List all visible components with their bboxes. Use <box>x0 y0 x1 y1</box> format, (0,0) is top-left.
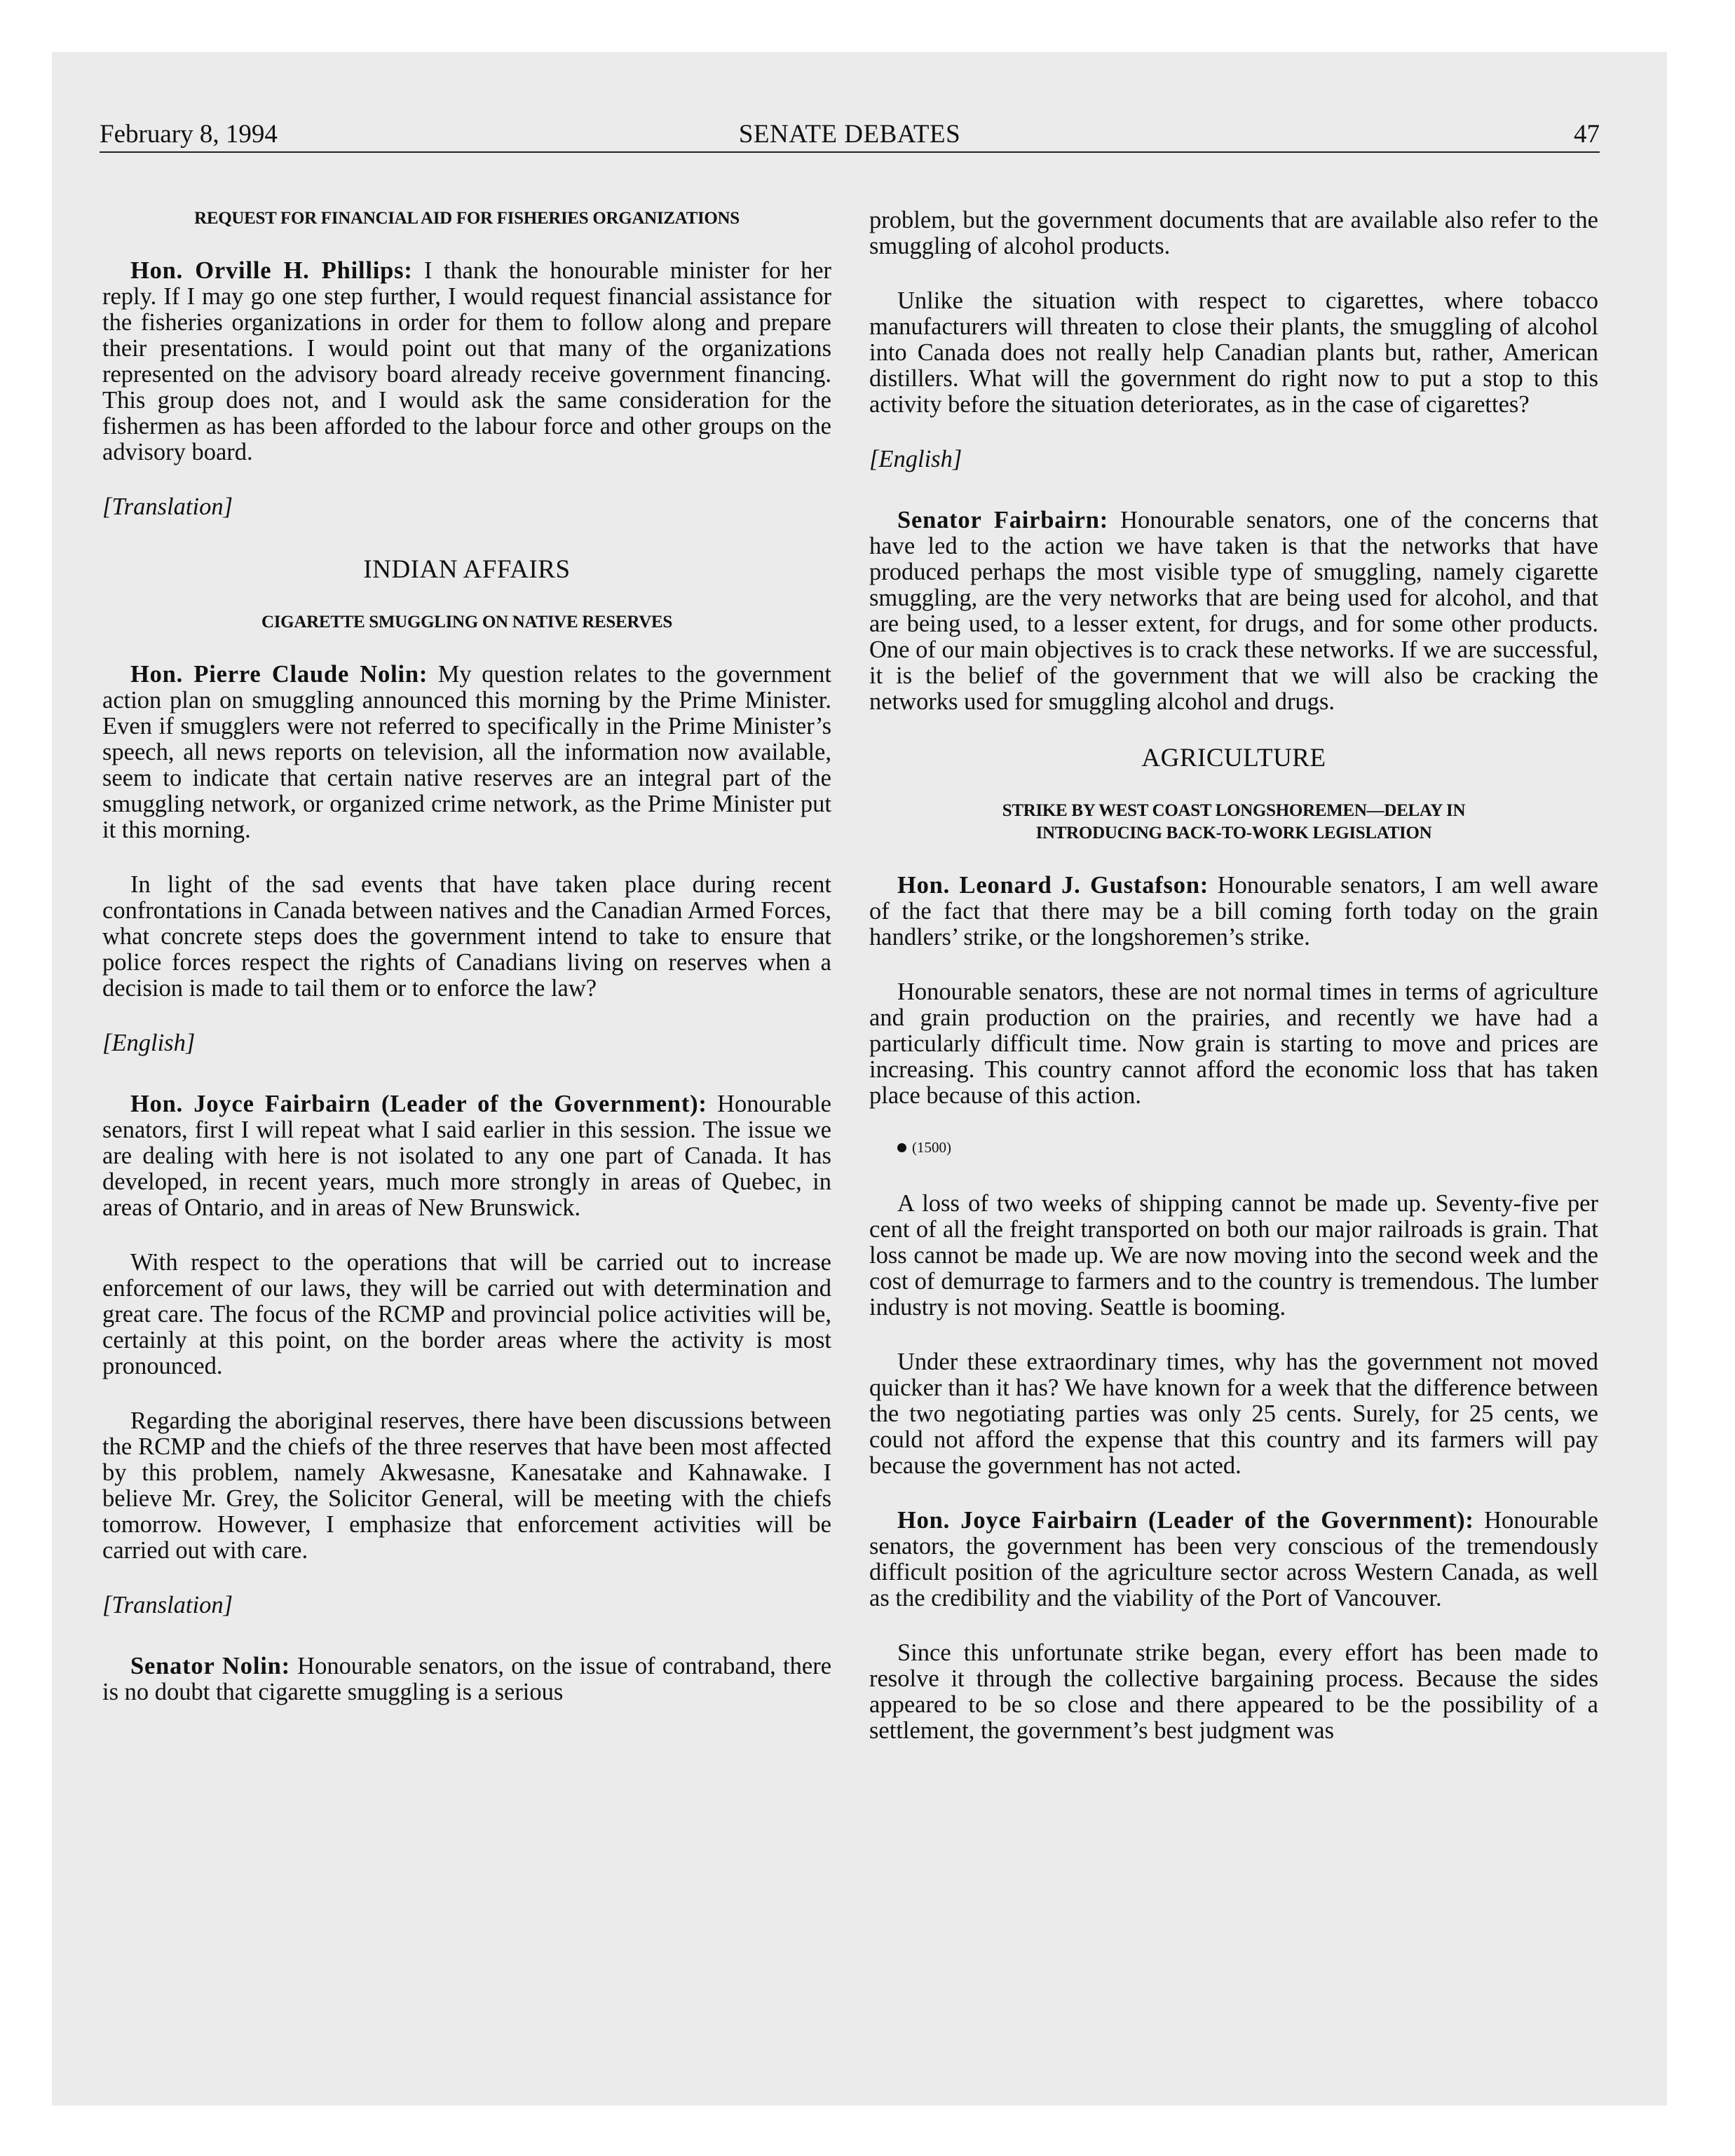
paragraph-fairbairn <box>102 1091 831 1221</box>
paragraph-text: Honourable senators, I am well aware of the fact that there may be a bill coming forth today on the grain handlers’ strike, or the longshoremen’s strike. <box>869 872 1598 950</box>
subhead-cigarette-smuggling: CIGARETTE SMUGGLING ON NATIVE RESERVES <box>261 613 672 632</box>
right-column <box>869 207 1598 1773</box>
paragraph-text: My question relates to the government action plan on smuggling announced this morning by the Prime Minister. Even if smugglers were not referred to specifically in the Prime Minister’s speech, all news reports on television, all the information now available, seem to indicate that certain native reserves are an integral part of the smuggling network, or organized crime network, as the Prime Minister put it this morning. <box>102 661 831 843</box>
speaker-name: Hon. Joyce Fairbairn (Leader of the Government): <box>130 1091 707 1117</box>
paragraph-text: Honourable senators, one of the concerns that have led to the action we have taken is that the networks that have produced perhaps the most visible type of smuggling, namely cigarette smuggling, are the very networks that are being used for alcohol, and that are being used, to a lesser extent, for drugs, and for some other products. One of our main objectives is to crack these networks. If we are successful, it is the belief of the government that we will also be cracking the networks used for smuggling alcohol and drugs. <box>869 507 1599 715</box>
paragraph-phillips <box>102 258 831 465</box>
subhead-line: STRIKE BY WEST COAST LONGSHOREMEN—DELAY IN <box>1002 801 1466 820</box>
speaker-name: Senator Fairbairn: <box>897 507 1109 533</box>
paragraph-nolin <box>102 662 831 843</box>
paragraph: Honourable senators, these are not normal times in terms of agriculture and grain production on the prairies, and recently we have had a particularly difficult time. Now grain is starting to move and prices are increasing. This country cannot afford the economic loss that has taken place because of this action. <box>869 978 1598 1109</box>
time-marker <box>897 1138 1598 1157</box>
time-marker-text: (1500) <box>912 1139 951 1156</box>
speaker-name: Hon. Orville H. Phillips: <box>130 257 413 284</box>
paragraph: Under these extraordinary times, why has the government not moved quicker than it has? We have known for a week that the difference between the two negotiating parties was only 25 cents. Surely, for 25 cents, we could not afford the expense that this country and its farmers will pay because the government has not acted. <box>869 1349 1598 1479</box>
bullet-icon <box>897 1143 906 1152</box>
header-date: February 8, 1994 <box>100 120 278 149</box>
speaker-name: Hon. Joyce Fairbairn (Leader of the Government): <box>897 1507 1474 1534</box>
paragraph: Regarding the aboriginal reserves, there have been discussions between the RCMP and the chiefs of the three reserves that have been most affected by this problem, namely Akwesasne, Kanesatake and Kahnawake. I believe Mr. Grey, the Solicitor General, will be meeting with the chiefs tomorrow. However, I emphasize that enforcement activities will be carried out with care. <box>102 1407 831 1564</box>
running-header <box>100 116 1600 154</box>
paragraph: Unlike the situation with respect to cigarettes, where tobacco manufacturers will threaten to close their plants, the smuggling of alcohol into Canada does not really help Canadian plants but, rather, American distillers. What will the government do right now to put a stop to this activity before the situation deteriorates, as in the case of cigarettes? <box>869 287 1598 418</box>
paragraph: With respect to the operations that will be carried out to increase enforcement of our laws, they will be carried out with determination and great care. The focus of the RCMP and provincial police activities will be, certainly at this point, on the border areas where the activity is most pronounced. <box>102 1249 831 1379</box>
paragraph: In light of the sad events that have taken place during recent confrontations in Canada between natives and the Canadian Armed Forces, what concrete steps does the government intend to take to ensure that police forces respect the rights of Canadians living on reserves when a decision is made to tail them or to enforce the law? <box>102 871 831 1002</box>
paragraph-fairbairn-reply <box>869 1508 1598 1611</box>
header-rule <box>100 151 1600 153</box>
language-marker: [Translation] <box>102 1592 233 1618</box>
paragraph-text: Honourable senators, the government has been very conscious of the tremendously difficult position of the agriculture sector across Western Canada, as well as the credibility and the viability of the Port of Vancouver. <box>869 1507 1598 1611</box>
paragraph-continued: problem, but the government documents that are available also refer to the smuggling of alcohol products. <box>869 207 1598 259</box>
paragraph-text: I thank the honourable minister for her reply. If I may go one step further, I would request financial assistance for the fisheries organizations in order for them to follow along and prepare their presentations. I would point out that many of the organizations represented on the advisory board already receive government financing. This group does not, and I would ask the same consideration for the fishermen as has been afforded to the labour force and other groups on the advisory board. <box>102 257 831 465</box>
speaker-name: Senator Nolin: <box>130 1653 290 1679</box>
paragraph: Since this unfortunate strike began, every effort has been made to resolve it through the collective bargaining process. Because the sides appeared to be so close and there appeared to be the possibility of a settlement, the government’s best judgment was <box>869 1639 1598 1744</box>
language-marker: [English] <box>869 446 962 472</box>
section-heading-indian-affairs: INDIAN AFFAIRS <box>363 555 571 584</box>
paragraph: A loss of two weeks of shipping cannot be made up. Seventy-five per cent of all the freight transported on both our major railroads is grain. That loss cannot be made up. We are now moving into the second week and the cost of demurrage to farmers and to the country is tremendous. The lumber industry is not moving. Seattle is booming. <box>869 1190 1598 1321</box>
language-marker: [Translation] <box>102 493 233 520</box>
subhead-line: INTRODUCING BACK-TO-WORK LEGISLATION <box>1035 824 1432 842</box>
speaker-name: Hon. Pierre Claude Nolin: <box>130 661 428 688</box>
paragraph-gustafson <box>869 873 1598 950</box>
left-column <box>102 207 831 1734</box>
speaker-name: Hon. Leonard J. Gustafson: <box>897 872 1209 899</box>
paragraph-senator-nolin <box>102 1653 831 1705</box>
paragraph-text: Honourable senators, first I will repeat what I said earlier in this session. The issue we are dealing with here is not isolated to any one part of Canada. It has developed, in recent years, much more strongly in areas of Quebec, in areas of Ontario, and in areas of New Brunswick. <box>102 1091 831 1221</box>
paragraph-senator-fairbairn <box>869 507 1598 715</box>
header-title: SENATE DEBATES <box>738 120 961 149</box>
page-number: 47 <box>1574 120 1600 149</box>
language-marker: [English] <box>102 1030 196 1056</box>
section-heading-agriculture: AGRICULTURE <box>1141 744 1326 772</box>
subhead-longshoremen-strike <box>869 800 1598 845</box>
subhead-financial-aid: REQUEST FOR FINANCIAL AID FOR FISHERIES ORGANIZATIONS <box>194 209 740 228</box>
paragraph-text: Honourable senators, on the issue of contraband, there is no doubt that cigarette smuggling is a serious <box>102 1653 832 1705</box>
